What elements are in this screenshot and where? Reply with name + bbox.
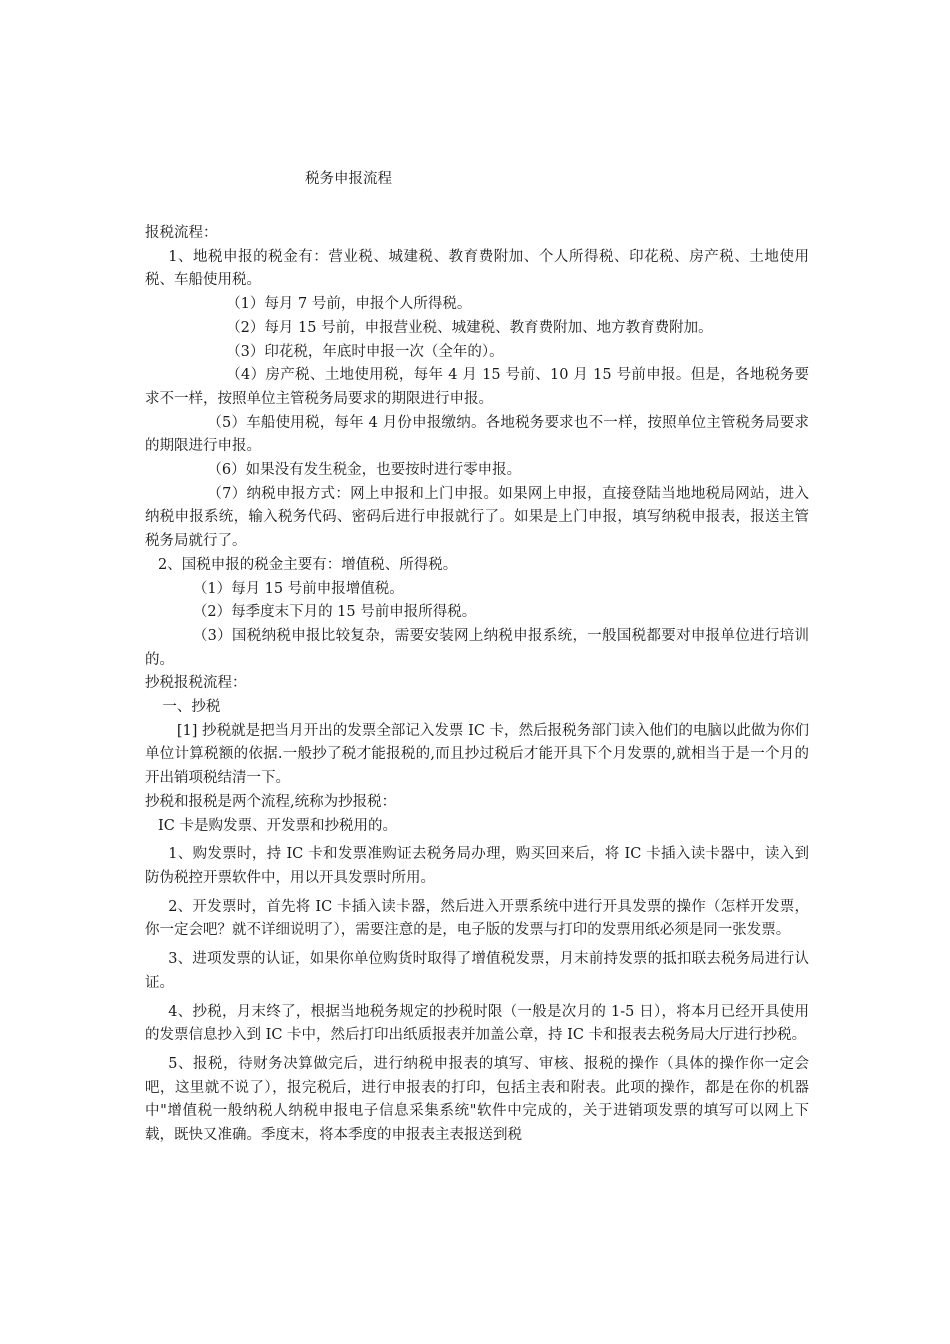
paragraph-step-1: 1、购发票时，持 IC 卡和发票准购证去税务局办理，购买回来后，将 IC 卡插入读卡器中，读入到防伪税控开票软件中，用以开具发票时所用。 xyxy=(145,846,809,886)
subheading-copy-tax: 一、抄税 xyxy=(162,699,221,716)
paragraph-step-5: 5、报税，待财务决算做完后，进行纳税申报表的填写、审核、报税的操作（具体的操作你一定会吧，这里就不说了），报完税后，进行申报表的打印，包括主表和附表。此项的操作，都是在你的机器中"增值税一般纳税人纳税申报电子信息采集系统"软件中完成的，关于进销项发票的填写可以网上下载，既快又准确。季度末，将本季度的申报表主表报送到税 xyxy=(145,1055,809,1144)
paragraph-local-tax-items: 1、地税申报的税金有：营业税、城建税、教育费附加、个人所得税、印花税、房产税、土地使用税、车船使用税。 xyxy=(145,248,809,289)
section-heading-tax-filing: 报税流程： xyxy=(145,225,218,241)
paragraph-copy-report-intro: 抄税和报税是两个流程,统称为抄报税： xyxy=(145,793,397,810)
paragraph-national-tax-3: （3）国税纳税申报比较复杂，需要安装网上纳税申报系统，一般国税都要对申报单位进行培训的。 xyxy=(145,627,809,668)
paragraph-copy-tax-definition: [1] 抄税就是把当月开出的发票全部记入发票 IC 卡，然后报税务部门读入他们的电脑以此做为你们单位计算税额的依据.一般抄了税才能报税的,而且抄过税后才能开具下个月发票的,就相当于是一个月的开出销项税结清一下。 xyxy=(145,722,809,787)
paragraph-step-4: 4、抄税，月末终了，根据当地税务规定的抄税时限（一般是次月的 1-5 日），将本月已经开具使用的发票信息抄入到 IC 卡中，然后打印出纸质报表并加盖公章，持 IC 卡和报表去税务局大厅进行抄税。 xyxy=(145,1003,809,1044)
paragraph-local-tax-5: （5）车船使用税，每年 4 月份申报缴纳。各地税务要求也不一样，按照单位主管税务局要求的期限进行申报。 xyxy=(145,414,809,455)
paragraph-local-tax-4: （4）房产税、土地使用税，每年 4 月 15 号前、10 月 15 号前申报。但是，各地税务要求不一样，按照单位主管税务局要求的期限进行申报。 xyxy=(145,367,809,407)
document-title: 税务申报流程 xyxy=(305,171,392,187)
paragraph-national-tax-2: （2）每季度末下月的 15 号前申报所得税。 xyxy=(192,604,477,621)
paragraph-national-tax-items: 2、国税申报的税金主要有：增值税、所得税。 xyxy=(158,556,458,573)
paragraph-local-tax-1: （1）每月 7 号前，申报个人所得税。 xyxy=(226,296,472,313)
paragraph-ic-card: IC 卡是购发票、开发票和抄税用的。 xyxy=(158,817,397,834)
paragraph-local-tax-3: （3）印花税，年底时申报一次（全年的）。 xyxy=(226,343,504,360)
paragraph-step-3: 3、进项发票的认证，如果你单位购货时取得了增值税发票，月末前持发票的抵扣联去税务局进行认证。 xyxy=(145,951,809,991)
paragraph-step-2: 2、开发票时，首先将 IC 卡插入读卡器，然后进入开票系统中进行开具发票的操作（怎样开发票，你一定会吧？就不详细说明了），需要注意的是，电子版的发票与打印的发票用纸必须是同一张发票。 xyxy=(145,898,809,939)
paragraph-national-tax-1: （1）每月 15 号前申报增值税。 xyxy=(192,580,404,597)
paragraph-local-tax-7: （7）纳税申报方式：网上申报和上门申报。如果网上申报，直接登陆当地地税局网站，进入纳税申报系统，输入税务代码、密码后进行申报就行了。如果是上门申报，填写纳税申报表，报送主管税务局就行了。 xyxy=(145,485,809,550)
section-heading-copy-tax: 抄税报税流程： xyxy=(145,675,247,692)
document-body xyxy=(145,222,809,1148)
paragraph-local-tax-2: （2）每月 15 号前，申报营业税、城建税、教育费附加、地方教育费附加。 xyxy=(226,319,713,336)
paragraph-local-tax-6: （6）如果没有发生税金，也要按时进行零申报。 xyxy=(207,462,522,479)
